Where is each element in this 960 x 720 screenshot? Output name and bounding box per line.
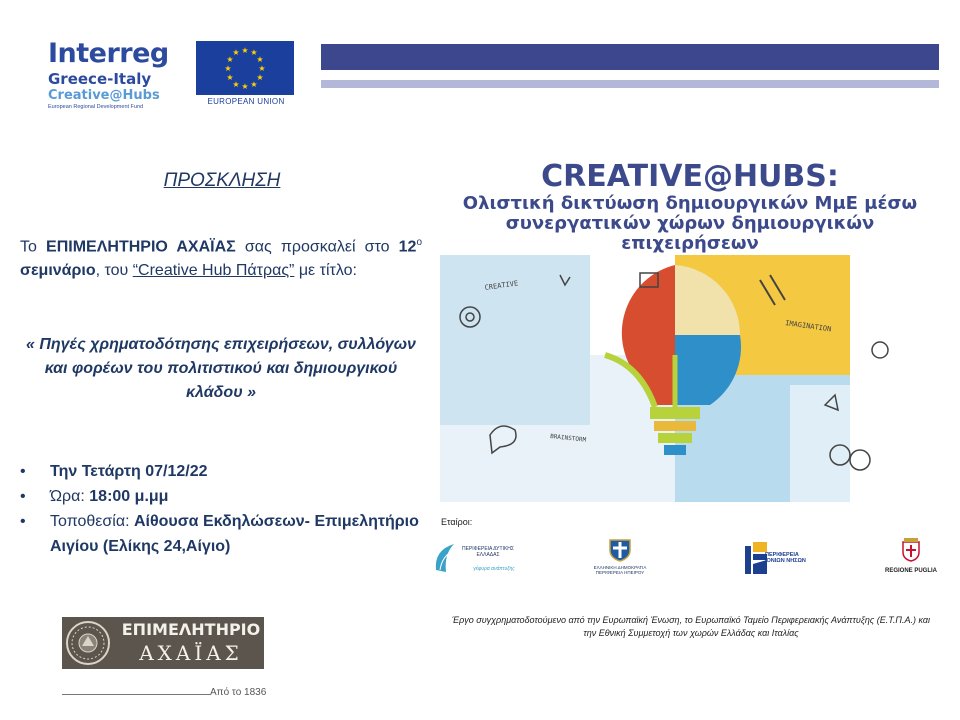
svg-text:★: ★ bbox=[226, 73, 234, 82]
detail-value: 18:00 μ.μμ bbox=[89, 488, 169, 505]
para-text-3: , του bbox=[95, 262, 133, 280]
partner-name: ΕΛΛΗΝΙΚΗ ΔΗΜΟΚΡΑΤΙΑ ΠΕΡΙΦΕΡΕΙΑ ΗΠΕΙΡΟΥ bbox=[593, 565, 647, 575]
invitation-heading: ΠΡΟΣΚΛΗΣΗ bbox=[163, 170, 281, 191]
seminar-word: σεμινάριο bbox=[20, 262, 96, 280]
interreg-wordmark: Interreg bbox=[48, 38, 169, 69]
svg-text:★: ★ bbox=[226, 55, 234, 64]
detail-label: Τοποθεσία: bbox=[50, 513, 134, 530]
bullet: • bbox=[20, 488, 26, 505]
western-greece-logo-icon bbox=[432, 540, 458, 576]
detail-value: Αίθουσα Εκδηλώσεων- Επιμελητήριο Αιγίου (Ελίκης 24,Αίγιο) bbox=[50, 513, 419, 555]
partner-puglia bbox=[880, 536, 942, 580]
doodle-word-creative: CREATIVE bbox=[484, 279, 519, 292]
para-text-4: με τίτλο: bbox=[294, 262, 357, 280]
svg-text:★: ★ bbox=[250, 48, 258, 57]
hero-illustration bbox=[440, 255, 940, 502]
eu-label: EUROPEAN UNION bbox=[207, 97, 285, 106]
svg-text:★: ★ bbox=[256, 55, 264, 64]
event-details bbox=[20, 459, 422, 559]
chamber-line1: ΕΠΙΜΕΛΗΤΗΡΙΟ bbox=[121, 620, 261, 639]
svg-text:★: ★ bbox=[224, 64, 232, 73]
cofunding-footnote: Έργο συγχρηματοδοτούμενο από την Ευρωπαϊκή Ένωση, το Ευρωπαϊκό Ταμείο Περιφερειακής Ανάπτυξης (Ε.Τ.Π.Α.) και την Εθνική Συμμετοχή των χωρών Ελλάδας και Ιταλίας bbox=[452, 615, 930, 638]
seminar-ordinal: ο bbox=[416, 237, 423, 248]
interreg-logo bbox=[48, 40, 188, 110]
hero-title-block bbox=[440, 160, 940, 254]
partner-tagline: γέφυρα ανάπτυξης bbox=[473, 566, 515, 572]
hero-subtitle-1: Ολιστική δικτύωση δημιουργικών ΜμΕ μέσω bbox=[462, 193, 918, 214]
svg-text:★: ★ bbox=[232, 80, 240, 89]
detail-time bbox=[20, 484, 422, 509]
chamber-line2: ΑΧΑΪΑΣ bbox=[139, 641, 243, 665]
interreg-program: Greece-Italy bbox=[48, 70, 152, 88]
bullet: • bbox=[20, 463, 26, 480]
partner-western-greece bbox=[432, 536, 532, 580]
interreg-fund: European Regional Development Fund bbox=[48, 104, 144, 110]
seminar-title: « Πηγές χρηματοδότησης επιχειρήσεων, συλλόγων και φορέων του πολιτιστικού και δημιουργικού κλάδου » bbox=[26, 336, 416, 401]
header-bar-light bbox=[321, 80, 939, 88]
detail-value: Την Τετάρτη 07/12/22 bbox=[50, 463, 208, 480]
puglia-crest-icon bbox=[899, 536, 923, 562]
header-bar-dark bbox=[321, 44, 939, 70]
detail-date bbox=[20, 459, 422, 484]
hub-name: “Creative Hub Πάτρας” bbox=[132, 262, 295, 280]
svg-text:★: ★ bbox=[256, 73, 264, 82]
doodle-word-brainstorm: BRAINSTORM bbox=[549, 433, 587, 444]
hero-title: CREATIVE@HUBS: bbox=[541, 159, 839, 194]
svg-text:★: ★ bbox=[241, 46, 249, 55]
partner-name: ΠΕΡΙΦΕΡΕΙΑ ΔΥΤΙΚΗΣ ΕΛΛΑΔΑΣ bbox=[461, 546, 514, 558]
para-text-2: σας προσκαλεί στο bbox=[235, 238, 399, 256]
invitation-paragraph bbox=[20, 231, 422, 283]
organizer-name: ΕΠΙΜΕΛΗΤΗΡΙΟ ΑΧΑΪΑΣ bbox=[46, 238, 236, 256]
seminar-number: 12 bbox=[398, 238, 417, 256]
detail-label: Ώρα: bbox=[50, 488, 90, 505]
svg-text:★: ★ bbox=[232, 48, 240, 57]
partner-name: ΠΕΡΙΦΕΡΕΙΑ ΙΟΝΙΩΝ ΝΗΣΩΝ bbox=[765, 552, 806, 564]
hero-subtitle-2: συνεργατικών χώρων δημιουργικών επιχειρήσεων bbox=[505, 213, 875, 254]
chamber-seal-icon bbox=[64, 619, 112, 667]
svg-text:★: ★ bbox=[241, 82, 249, 91]
para-text-1: Το bbox=[20, 238, 47, 256]
doodle-word-imagination: IMAGINATION bbox=[784, 319, 832, 334]
greek-emblem-icon bbox=[607, 536, 633, 562]
chamber-since: Από το 1836 bbox=[210, 687, 267, 698]
interreg-project: Creative@Hubs bbox=[48, 88, 160, 103]
partners-label: Εταίροι: bbox=[441, 517, 473, 527]
detail-location bbox=[20, 509, 422, 559]
partner-epirus bbox=[588, 536, 652, 580]
svg-text:★: ★ bbox=[250, 80, 258, 89]
bullet: • bbox=[20, 513, 26, 530]
eu-flag-icon bbox=[196, 41, 294, 95]
chamber-divider bbox=[62, 694, 210, 695]
svg-text:★: ★ bbox=[258, 64, 266, 73]
partner-ionian bbox=[743, 540, 813, 580]
partner-name: REGIONE PUGLIA bbox=[884, 568, 937, 574]
